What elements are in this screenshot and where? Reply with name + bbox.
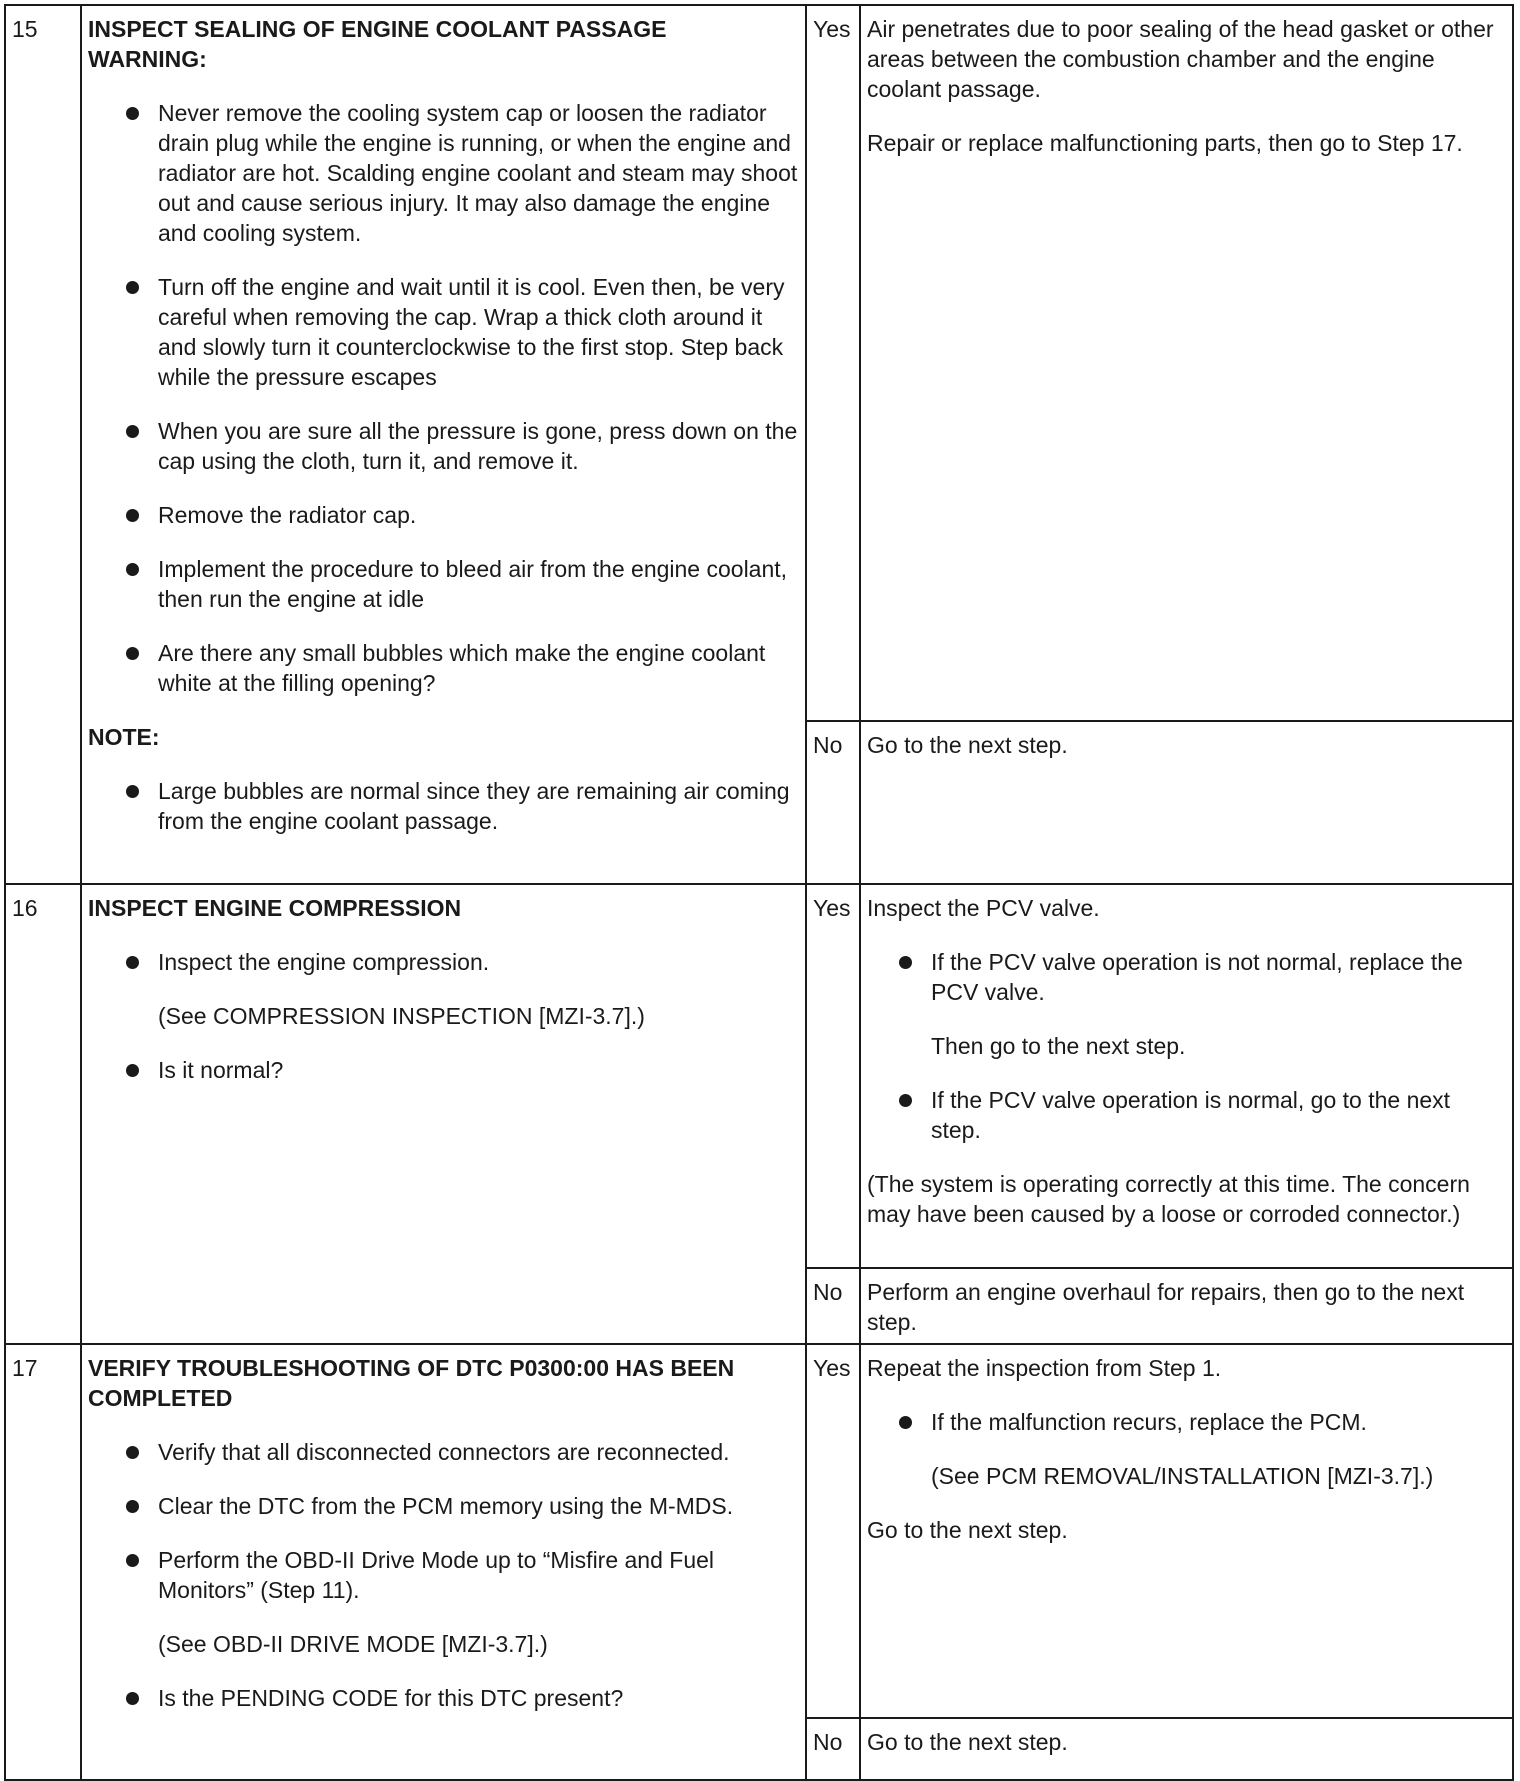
item-text: If the malfunction recurs, replace the PCM.	[931, 1409, 1367, 1435]
list-item	[931, 1407, 1506, 1491]
list-item	[931, 947, 1506, 1061]
reference-text: (See COMPRESSION INSPECTION [MZI-3.7].)	[158, 1003, 645, 1029]
action-list	[88, 947, 799, 1085]
result-text: Repair or replace malfunctioning parts, then go to Step 17.	[867, 130, 1463, 156]
list-item: Are there any small bubbles which make the engine coolant white at the filling opening?	[158, 638, 799, 698]
no-result: Perform an engine overhaul for repairs, then go to the next step.	[860, 1268, 1513, 1344]
list-item: Remove the radiator cap.	[158, 500, 799, 530]
no-label: No	[806, 721, 860, 884]
yes-result	[860, 5, 1513, 721]
step-title: VERIFY TROUBLESHOOTING OF DTC P0300:00 HAS BEEN COMPLETED	[88, 1355, 735, 1411]
result-text: Inspect the PCV valve.	[867, 895, 1100, 921]
list-item: Large bubbles are normal since they are remaining air coming from the engine coolant passage.	[158, 776, 799, 836]
no-label: No	[806, 1718, 860, 1780]
note-label: NOTE:	[88, 724, 160, 750]
diagnostic-procedure-table	[4, 4, 1514, 1781]
item-subtext: (See PCM REMOVAL/INSTALLATION [MZI-3.7].)	[931, 1463, 1434, 1489]
step-number: 16	[5, 884, 81, 1344]
yes-result	[860, 1344, 1513, 1718]
yes-result	[860, 884, 1513, 1268]
reference-text: (See OBD-II DRIVE MODE [MZI-3.7].)	[158, 1631, 548, 1657]
step-15-action	[81, 5, 806, 884]
list-item: Turn off the engine and wait until it is cool. Even then, be very careful when removing the cap. Wrap a thick cloth around it and slowly turn it counterclockwise to the first stop. Step back while the pressure escapes	[158, 272, 799, 392]
list-item: Verify that all disconnected connectors are reconnected.	[158, 1437, 799, 1467]
note-list	[88, 776, 799, 836]
warning-label: WARNING:	[88, 46, 207, 72]
step-title: INSPECT SEALING OF ENGINE COOLANT PASSAGE	[88, 16, 667, 42]
list-item: Clear the DTC from the PCM memory using the M-MDS.	[158, 1491, 799, 1521]
yes-label: Yes	[806, 884, 860, 1268]
action-list	[88, 1437, 799, 1713]
step-17-action	[81, 1344, 806, 1780]
list-item: When you are sure all the pressure is gone, press down on the cap using the cloth, turn it, and remove it.	[158, 418, 798, 474]
troubleshooting-page	[4, 4, 1512, 1772]
step-16-yes-row	[5, 884, 1513, 1268]
step-15-yes-row	[5, 5, 1513, 721]
item-text: If the PCV valve operation is not normal, replace the PCV valve.	[931, 949, 1463, 1005]
list-item: Is the PENDING CODE for this DTC present?	[158, 1683, 799, 1713]
result-text: (The system is operating correctly at this time. The concern may have been caused by a loose or corroded connector.)	[867, 1171, 1470, 1227]
result-text: Go to the next step.	[867, 1517, 1068, 1543]
item-subtext: Then go to the next step.	[931, 1033, 1186, 1059]
yes-label: Yes	[806, 5, 860, 721]
step-16-action	[81, 884, 806, 1344]
no-result: Go to the next step.	[860, 1718, 1513, 1780]
step-number: 15	[5, 5, 81, 884]
yes-label: Yes	[806, 1344, 860, 1718]
warning-list	[88, 98, 799, 698]
step-title: INSPECT ENGINE COMPRESSION	[88, 895, 462, 921]
list-item: Is it normal?	[158, 1055, 799, 1085]
list-item: Implement the procedure to bleed air from the engine coolant, then run the engine at idle	[158, 554, 799, 614]
list-item: If the PCV valve operation is normal, go to the next step.	[931, 1085, 1506, 1145]
result-text: Repeat the inspection from Step 1.	[867, 1355, 1222, 1381]
no-result: Go to the next step.	[860, 721, 1513, 884]
result-list	[867, 947, 1506, 1145]
list-item: Never remove the cooling system cap or loosen the radiator drain plug while the engine is running, or when the engine and radiator are hot. Scalding engine coolant and steam may shoot out and cause serious injury. It may also damage the engine and cooling system.	[158, 100, 798, 246]
step-17-yes-row	[5, 1344, 1513, 1718]
step-number: 17	[5, 1344, 81, 1780]
item-text: Perform the OBD-II Drive Mode up to “Misfire and Fuel Monitors” (Step 11).	[158, 1547, 715, 1603]
no-label: No	[806, 1268, 860, 1344]
list-item	[158, 1545, 799, 1659]
item-text: Inspect the engine compression.	[158, 949, 490, 975]
result-text: Air penetrates due to poor sealing of the head gasket or other areas between the combustion chamber and the engine coolant passage.	[867, 16, 1494, 102]
list-item	[158, 947, 799, 1031]
result-list	[867, 1407, 1506, 1491]
